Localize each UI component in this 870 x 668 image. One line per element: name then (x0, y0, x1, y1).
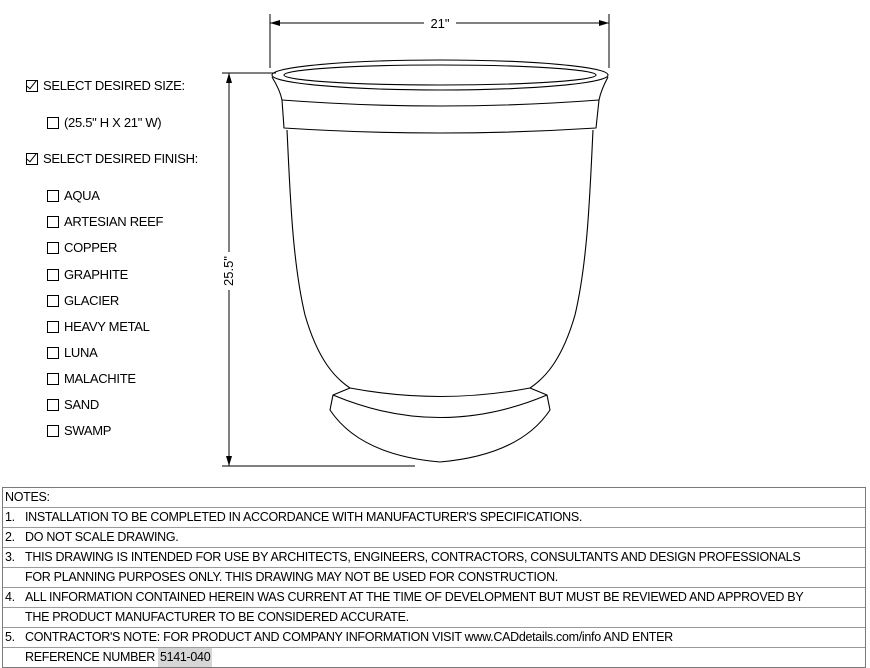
finish-label: SWAMP (64, 423, 112, 438)
finish-option-sand[interactable] (47, 397, 99, 412)
arrow-right (599, 20, 609, 26)
finish-checkbox[interactable] (47, 321, 59, 333)
size-heading (26, 78, 185, 93)
finish-label: LUNA (64, 345, 98, 360)
finish-heading-checkbox[interactable] (26, 153, 38, 165)
finish-label: AQUA (64, 188, 100, 203)
size-option-label: (25.5" H X 21" W) (64, 115, 162, 130)
note-number: 4. (5, 590, 15, 604)
finish-option-heavy-metal[interactable] (47, 319, 150, 334)
finish-option-aqua[interactable] (47, 188, 100, 203)
finish-checkbox[interactable] (47, 216, 59, 228)
finish-label: SAND (64, 397, 99, 412)
planter-base-line (333, 395, 547, 418)
arrow-top (226, 73, 232, 83)
note-number: 2. (5, 530, 15, 544)
planter-body-left (287, 130, 350, 388)
note-text: THIS DRAWING IS INTENDED FOR USE BY ARCHITECTS, ENGINEERS, CONTRACTORS, CONSULTANTS AND DESIGN PROFESSIONALS (25, 550, 801, 564)
note-text: DO NOT SCALE DRAWING. (25, 530, 179, 544)
planter-rim-inner (284, 65, 596, 85)
note-row (3, 508, 865, 528)
notes-title: NOTES: (5, 490, 50, 504)
note-row (3, 568, 865, 588)
finish-option-copper[interactable] (47, 240, 117, 255)
finish-option-malachite[interactable] (47, 371, 136, 386)
size-heading-checkbox[interactable] (26, 80, 38, 92)
notes-header-row (3, 488, 865, 508)
note-number: 3. (5, 550, 15, 564)
note-number: 1. (5, 510, 15, 524)
planter-outline (272, 60, 608, 462)
finish-option-luna[interactable] (47, 345, 97, 360)
finish-option-artesian-reef[interactable] (47, 214, 163, 229)
finish-option-swamp[interactable] (47, 423, 111, 438)
finish-checkbox[interactable] (47, 242, 59, 254)
note-row (3, 608, 865, 628)
size-heading-label: SELECT DESIRED SIZE: (43, 78, 185, 93)
note-reference-row (3, 648, 865, 667)
finish-checkbox[interactable] (47, 269, 59, 281)
arrow-left (270, 20, 280, 26)
finish-heading-label: SELECT DESIRED FINISH: (43, 151, 198, 166)
planter-base (330, 388, 550, 462)
finish-checkbox[interactable] (47, 373, 59, 385)
finish-checkbox[interactable] (47, 399, 59, 411)
note-text: INSTALLATION TO BE COMPLETED IN ACCORDANCE WITH MANUFACTURER'S SPECIFICATIONS. (25, 510, 583, 524)
height-label: 25.5" (221, 256, 236, 286)
notes-table (2, 487, 866, 668)
finish-label: GLACIER (64, 293, 119, 308)
note-row (3, 628, 865, 648)
note-text: CONTRACTOR'S NOTE: FOR PRODUCT AND COMPANY INFORMATION VISIT www.CADdetails.com/info AND ENTER (25, 630, 673, 644)
arrow-bottom (226, 456, 232, 466)
note-number: 5. (5, 630, 15, 644)
finish-label: COPPER (64, 240, 118, 255)
finish-label: GRAPHITE (64, 267, 129, 282)
width-label: 21" (430, 16, 450, 31)
note-text: ALL INFORMATION CONTAINED HEREIN WAS CURRENT AT THE TIME OF DEVELOPMENT BUT MUST BE REVIEWED AND APPROVED BY (25, 590, 804, 604)
finish-heading (26, 151, 198, 166)
size-option[interactable] (47, 115, 161, 130)
note-row (3, 528, 865, 548)
planter-collar-line (282, 100, 599, 106)
finish-label: HEAVY METAL (64, 319, 150, 334)
planter-base-top (350, 388, 530, 397)
finish-option-glacier[interactable] (47, 293, 119, 308)
finish-checkbox[interactable] (47, 347, 59, 359)
note-row (3, 588, 865, 608)
finish-checkbox[interactable] (47, 425, 59, 437)
note-row (3, 548, 865, 568)
note-number (3, 568, 25, 587)
note-number (3, 608, 25, 627)
finish-option-graphite[interactable] (47, 267, 128, 282)
planter-body-right (530, 130, 593, 388)
reference-label: REFERENCE NUMBER (25, 650, 155, 664)
finish-label: MALACHITE (64, 371, 136, 386)
note-text: THE PRODUCT MANUFACTURER TO BE CONSIDERED ACCURATE. (25, 610, 409, 624)
note-text: FOR PLANNING PURPOSES ONLY. THIS DRAWING MAY NOT BE USED FOR CONSTRUCTION. (25, 570, 558, 584)
finish-label: ARTESIAN REEF (64, 214, 164, 229)
size-option-checkbox[interactable] (47, 117, 59, 129)
reference-number: 5141-040 (158, 648, 212, 667)
finish-checkbox[interactable] (47, 295, 59, 307)
finish-checkbox[interactable] (47, 190, 59, 202)
